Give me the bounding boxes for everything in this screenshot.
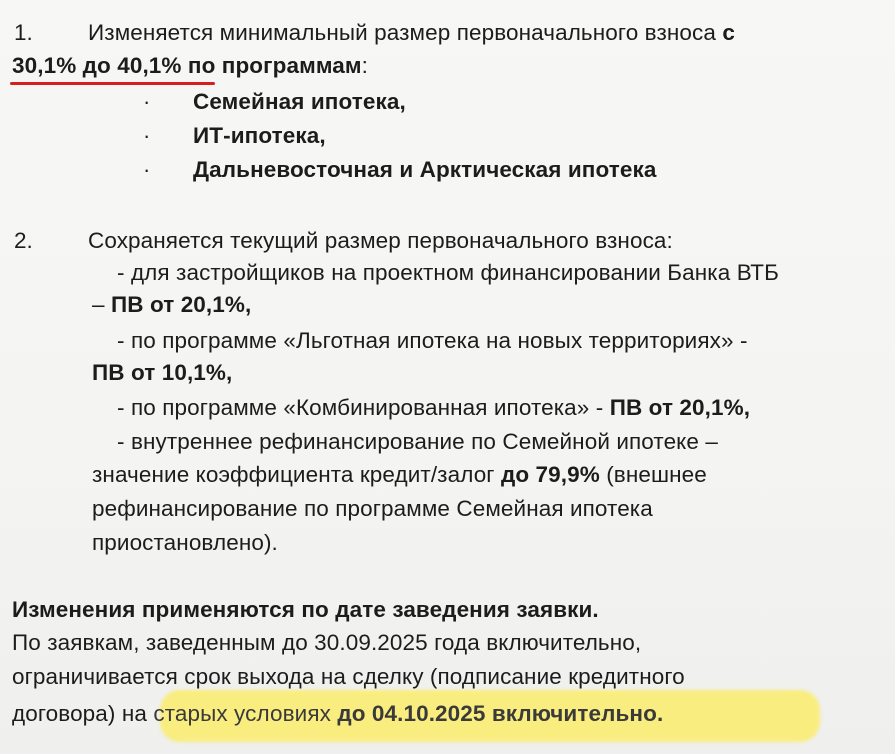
- footer-old-terms-text: старых условиях: [147, 701, 338, 726]
- item-2-number: 2.: [14, 228, 33, 253]
- bullet-3: ·: [143, 157, 151, 182]
- developers-line-1: - для застройщиков на проектном финансировании Банка ВТБ: [117, 260, 780, 285]
- developers-dash: –: [92, 292, 111, 317]
- combined-text: - по программе «Комбинированная ипотека» -: [117, 395, 610, 420]
- refinancing-ratio-value: до 79,9%: [500, 462, 600, 487]
- combined-line: [117, 393, 750, 423]
- item-1-intro-bold: с: [722, 20, 735, 45]
- refinancing-line-2: [92, 460, 707, 490]
- changes-heading: Изменения применяются по дате заведения заявки.: [12, 597, 599, 622]
- item-2-intro: Сохраняется текущий размер первоначального взноса:: [88, 228, 673, 253]
- item-1-line-2: [12, 51, 368, 81]
- refinancing-line-4: приостановлено).: [92, 530, 278, 555]
- preferential-down-payment: ПВ от 10,1%,: [92, 360, 233, 385]
- item-1-programs-label: по программам: [181, 53, 362, 78]
- developers-down-payment: ПВ от 20,1%,: [110, 292, 252, 317]
- item-1-line-1: [88, 18, 735, 48]
- item-1-number: 1.: [14, 20, 33, 45]
- bullet-2: ·: [143, 123, 151, 148]
- item-1-range: 30,1% до 40,1%: [12, 53, 182, 78]
- item-1-intro-text: Изменяется минимальный размер первоначального взноса: [88, 20, 723, 45]
- program-item-far-east: Дальневосточная и Арктическая ипотека: [193, 157, 657, 182]
- footer-deadline: до 04.10.2025 включительно.: [337, 701, 664, 726]
- refinancing-line-1: - внутреннее рефинансирование по Семейной ипотеке –: [117, 429, 718, 454]
- refinancing-line-3: рефинансирование по программе Семейная ипотека: [92, 496, 653, 521]
- footer-line-3: [12, 699, 663, 729]
- refinancing-external-text: (внешнее: [599, 462, 707, 487]
- bullet-1: ·: [143, 89, 151, 114]
- footer-contract-text: договора) на: [12, 701, 147, 726]
- footer-line-1: По заявкам, заведенным до 30.09.2025 года включительно,: [12, 630, 642, 655]
- program-item-it: ИТ-ипотека,: [193, 123, 326, 148]
- preferential-line-1: - по программе «Льготная ипотека на новых территориях» -: [117, 328, 748, 353]
- combined-down-payment: ПВ от 20,1%,: [609, 395, 751, 420]
- developers-line-2: [92, 290, 251, 320]
- item-1-colon: :: [361, 53, 368, 78]
- program-item-family: Семейная ипотека,: [193, 89, 406, 114]
- footer-line-2: ограничивается срок выхода на сделку (подписание кредитного: [12, 664, 685, 689]
- red-underline-mark: [10, 82, 215, 85]
- refinancing-ratio-text: значение коэффициента кредит/залог: [92, 462, 501, 487]
